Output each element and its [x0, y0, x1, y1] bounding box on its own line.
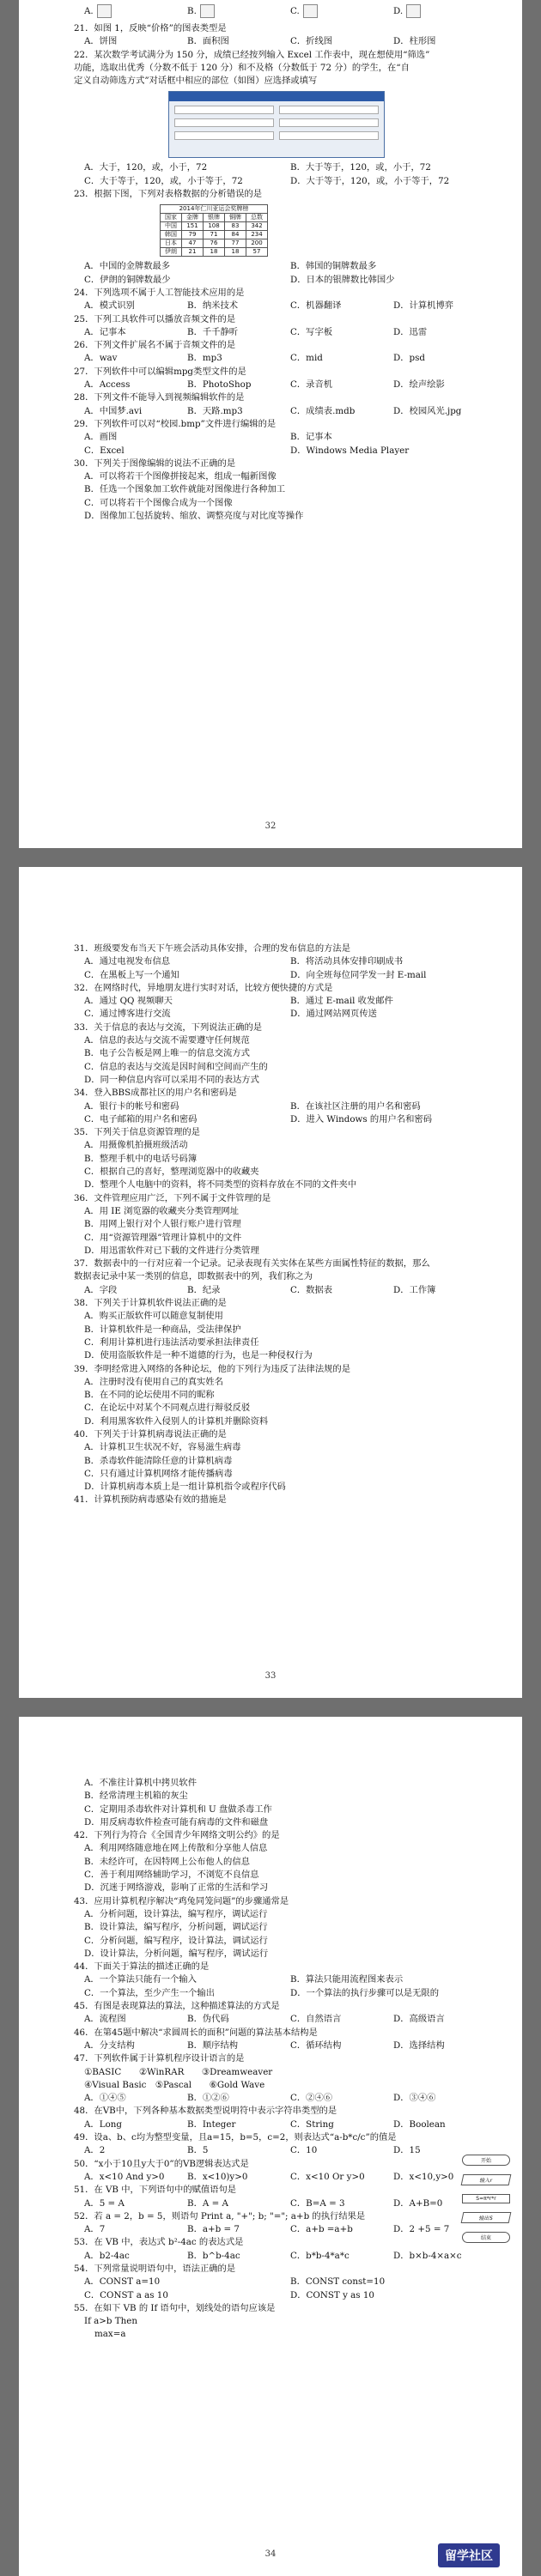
area-chart-icon	[200, 4, 215, 18]
question-30: 30．下列关于图像编辑的说法不正确的是	[74, 458, 236, 469]
option-label: A.	[84, 6, 94, 16]
question-38: 38．下列关于计算机软件说法正确的是	[74, 1298, 227, 1309]
question-52: 52．若 a = 2，b = 5，则语句 Print a, "+"; b; "="; a+b 的执行结果是	[74, 2210, 366, 2221]
question-45: 45．有图是表现算法的算法，这种描述算法的方式是	[74, 2001, 280, 2012]
code-line: If a>b Then	[84, 2316, 138, 2327]
flowchart-input: 输入r	[461, 2174, 512, 2185]
flowchart-process: S=π*r*r	[462, 2194, 510, 2203]
options-42: A．利用网络随意地在网上传散和分享他人信息 B．未经许可，在因特网上公布他人的信息 C．善于利用网络辅助学习，不浏览不良信息 D．沉迷于网络游戏，影响了正常的生活和学习	[84, 1843, 269, 1894]
options-45: A．流程图 B．伪代码 C．自然语言 D．高级语言	[84, 2014, 445, 2025]
option-label: D.	[393, 6, 404, 16]
table-row: 伊朗 21 18 18 57	[161, 248, 268, 257]
options-52: A．7 B．a+b = 7 C．a+b =a+b D．2 +5 = 7	[84, 2224, 450, 2235]
question-26: 26．下列文件扩展名不属于音频文件的是	[74, 340, 236, 351]
question-22-line3: 定义自动筛选方式”对话框中相应的部位（如图）应选择或填写	[74, 76, 318, 87]
question-37-line2: 数据表记录中某一类别的信息，即数据表中的列，我们称之为	[74, 1271, 313, 1282]
question-50: 50．“x小于10且y大于0”的VB逻辑表达式是	[74, 2158, 249, 2169]
question-48: 48．在VB中，下列各种基本数据类型说明符中表示字符串类型的是	[74, 2106, 337, 2117]
options-22	[74, 161, 496, 188]
question-47-items-2: ④Visual Basic ⑤Pascal ⑥Gold Wave	[84, 2079, 265, 2090]
question-43: 43．应用计算机程序解决“鸡兔同笼问题”的步骤通常是	[74, 1895, 289, 1906]
options-43: A．分析问题，设计算法，编写程序，调试运行 B．设计算法，编写程序，分析问题，调试运行 C．分析问题，编写程序，设计算法，调试运行 D．设计算法，分析问题，编写程序，调试运行	[84, 1908, 269, 1959]
options-50: A．x<10 And y>0 B．x<10)y>0 C．x<10 Or y>0 D．x<10,y>0	[84, 2171, 454, 2182]
options-32: A．通过 QQ 视频聊天 B．通过 E-mail 收发邮件 C．通过博客进行交流 D．通过网站网页传送	[84, 996, 393, 1020]
options-49: A．2 B．5 C．10 D．15	[84, 2145, 421, 2156]
options-53: A．b2-4ac B．b^b-4ac C．b*b-4*a*c D．b×b-4×a×c	[84, 2250, 462, 2261]
options-47: A．①④⑤ B．①②⑥ C．②④⑥ D．③④⑥	[84, 2093, 436, 2104]
options-33: A．信息的表达与交流不需要遵守任何规范 B．电子公告板是网上唯一的信息交流方式 C．信息的表达与交流是因时间和空间而产生的 D．同一种信息内容可以采用不同的表达方式	[84, 1035, 268, 1085]
page-number: 32	[264, 821, 277, 831]
line-chart-icon	[303, 4, 318, 18]
flowchart-start: 开始	[462, 2155, 510, 2166]
table-row: 国家 金牌 银牌 铜牌 总数	[161, 214, 268, 222]
option: D．柱形图	[393, 36, 436, 47]
question-25: 25．下列工具软件可以播放音频文件的是	[74, 313, 236, 324]
page-number: 34	[264, 2549, 277, 2559]
medal-table	[160, 204, 268, 257]
option: C．伊朗的铜牌数最少	[84, 274, 171, 285]
question-47-items-1: ①BASIC ②WinRAR ③Dreamweaver	[84, 2066, 273, 2077]
exam-page-32	[19, 0, 522, 848]
chart-type-icon-options	[74, 0, 496, 22]
code-line: max=a	[94, 2329, 126, 2340]
exam-page-33	[19, 867, 522, 1698]
options-38: A．购买正版软件可以随意复制使用 B．计算机软件是一种商品，受法律保护 C．利用计算机进行违法活动要承担法律责任 D．使用盗版软件是一种不道德的行为，也是一种侵权行为	[84, 1311, 313, 1361]
table-row: 中国 151 108 83 342	[161, 222, 268, 231]
option: B．大于等于，120，或，小于，72	[290, 162, 431, 173]
question-47: 47．下列软件属于计算机程序设计语言的是	[74, 2053, 245, 2064]
question-49: 49．设a、b、c均为整型变量，且a=15，b=5，c=2，则表达式“a-b*c/c”的值是	[74, 2132, 397, 2143]
question-28: 28．下列文件不能导入到视频编辑软件的是	[74, 392, 245, 403]
question-31: 31．班级要发布当天下午班会活动具体安排，合理的发布信息的方法是	[74, 943, 351, 954]
question-37: 37．数据表中的一行对应着一个记录。记录表现有关实体在某些方面属性特征的数据，那么	[74, 1258, 430, 1270]
options-26: A．wav B．mp3 C．mid D．psd	[84, 353, 426, 364]
options-35: A．用摄像机拍摄班级活动 B．整理手机中的电话号码簿 C．根据自己的喜好，整理浏览器中的收藏夹 D．整理个人电脑中的资料，将不同类型的资料存放在不同的文件夹中	[84, 1140, 357, 1191]
flowchart-end: 结束	[462, 2232, 510, 2243]
question-51: 51．在 VB 中，下列语句中的赋值语句是	[74, 2185, 237, 2196]
question-33: 33．关于信息的表达与交流，下列说法正确的是	[74, 1021, 263, 1033]
option-label: B.	[187, 6, 197, 16]
exam-page-34	[19, 1717, 522, 2576]
options-46: A．分支结构 B．顺序结构 C．循环结构 D．选择结构	[84, 2040, 445, 2051]
options-30: A．可以将若干个图像拼接起来，组成一幅新图像 B．任选一个图象加工软件就能对图像进行各种加工 C．可以将若干个图像合成为一个图像 D．图像加工包括旋转、缩放、调整亮度与对比度等操作	[84, 471, 304, 522]
option: D．日本的银牌数比韩国少	[290, 274, 395, 285]
option: C．折线图	[290, 36, 333, 47]
medal-table-figure	[160, 204, 496, 257]
custom-autofilter-dialog-image	[168, 91, 385, 158]
options-24: A．模式识别 B．纳米技术 C．机器翻译 D．计算机博弈	[84, 300, 454, 312]
question-41: 41．计算机预防病毒感染有效的措施是	[74, 1494, 227, 1506]
flowchart-output: 输出S	[461, 2212, 512, 2223]
options-48: A．Long B．Integer C．String D．Boolean	[84, 2118, 446, 2130]
options-27: A．Access B．PhotoShop C．录音机 D．绘声绘影	[84, 379, 445, 391]
question-55: 55．在如下 VB 的 If 语句中，划线处的语句应该是	[74, 2302, 276, 2313]
options-23	[74, 260, 496, 287]
option: D．大于等于，120，或，小于等于，72	[290, 175, 450, 186]
options-51: A．5 = A B．A = A C．B=A = 3 D．A+B=0	[84, 2197, 443, 2209]
options-37: A．字段 B．纪录 C．数据表 D．工作簿	[84, 1284, 436, 1295]
question-54: 54．下列常量说明语句中，语法正确的是	[74, 2263, 236, 2274]
question-40: 40．下列关于计算机病毒说法正确的是	[74, 1428, 227, 1440]
question-29: 29．下列软件可以对“校园.bmp”文件进行编辑的是	[74, 418, 277, 429]
question-21: 21．如图 1，反映“价格”的图表类型是	[74, 23, 227, 33]
dialog-titlebar	[169, 92, 384, 101]
option-label: C.	[290, 6, 300, 16]
options-54: A．CONST a=10 B．CONST const=10 C．CONST a as 10 D．CONST y as 10	[84, 2276, 386, 2300]
question-44: 44．下面关于算法的描述正确的是	[74, 1961, 210, 1973]
options-25: A．记事本 B．千千静听 C．写字板 D．迅雷	[84, 326, 428, 337]
table-row: 日本 47 76 77 200	[161, 239, 268, 248]
options-29: A．画图 B．记事本 C．Excel D．Windows Media Player	[84, 432, 410, 456]
question-35: 35．下列关于信息资源管理的是	[74, 1127, 200, 1138]
page-number: 33	[264, 1671, 277, 1681]
question-53: 53．在 VB 中，表达式 b²-4ac 的表达式是	[74, 2237, 244, 2248]
option: A．大于，120，或，小于，72	[84, 162, 208, 173]
option: B．韩国的铜牌数最多	[290, 261, 377, 272]
table-title: 2014年仁川亚运会奖牌榜	[161, 205, 268, 214]
question-22-line2: 功能，选取出优秀（分数不低于 120 分）和不及格（分数低于 72 分）的学生，在“自	[74, 62, 410, 73]
options-44: A．一个算法只能有一个输入 B．算法只能用流程图来表示 C．一个算法，至少产生一个输出 D．一个算法的执行步骤可以是无限的	[84, 1974, 440, 1998]
question-23: 23．根据下图，下列对表格数据的分析错误的是	[74, 189, 263, 200]
question-24: 24．下列选项不属于人工智能技术应用的是	[74, 287, 245, 298]
options-39: A．注册时没有使用自己的真实姓名 B．在不同的论坛使用不同的昵称 C．在论坛中对某个不同观点进行辩驳反驳 D．利用黑客软件入侵别人的计算机并删除资料	[84, 1376, 269, 1427]
options-34: A．银行卡的帐号和密码 B．在该社区注册的用户名和密码 C．电子邮箱的用户名和密码 D．进入 Windows 的用户名和密码	[84, 1100, 432, 1124]
question-27: 27．下列软件中可以编辑mpg类型文件的是	[74, 366, 246, 377]
option: A．饼图	[84, 36, 118, 47]
bar-chart-icon	[406, 4, 421, 18]
question-39: 39．李明经常进入网络的各种论坛，他的下列行为违反了法律法规的是	[74, 1363, 351, 1374]
watermark-logo: 留学社区	[438, 2543, 500, 2567]
options-31: A．通过电视发布信息 B．将活动具体安排印刷成书 C．在黑板上写一个通知 D．向全班每位同学发一封 E-mail	[84, 956, 427, 980]
option: C．大于等于，120，或，小于等于，72	[84, 175, 243, 186]
options-28: A．中国梦.avi B．天路.mp3 C．成绩表.mdb D．校园风光.jpg	[84, 405, 462, 416]
option: A．中国的金牌数最多	[84, 261, 171, 272]
flowchart-figure	[462, 2155, 510, 2252]
question-34: 34．登入BBS成都社区的用户名和密码是	[74, 1088, 237, 1099]
question-46: 46．在第45题中解决“求圆周长的面积”问题的算法基本结构是	[74, 2027, 318, 2038]
question-36: 36．文件管理应用广泛，下列不属于文件管理的是	[74, 1192, 271, 1203]
options-21	[74, 35, 496, 48]
option: B．面积图	[187, 36, 229, 47]
options-40: A．计算机卫生状况不好，容易滋生病毒 B．杀毒软件能清除任意的计算机病毒 C．只有通过计算机网络才能传播病毒 D．计算机病毒本质上是一组计算机指令或程序代码	[84, 1442, 286, 1493]
options-36: A．用 IE 浏览器的收藏夹分类管理网址 B．用网上银行对个人银行账户进行管理 C．用“资源管理器”管理计算机中的文件 D．用迅雷软件对已下载的文件进行分类管理	[84, 1205, 259, 1256]
question-42: 42．下列行为符合《全国青少年网络文明公约》的是	[74, 1830, 280, 1841]
table-row: 韩国 79 71 84 234	[161, 231, 268, 239]
pie-chart-icon	[97, 4, 112, 18]
options-41: A．不准往计算机中拷贝软件 B．经常清理主机箱的灰尘 C．定期用杀毒软件对计算机和 U 盘做杀毒工作 D．用反病毒软件检查可能有病毒的文件和磁盘	[84, 1778, 272, 1827]
question-22: 22．某次数学考试满分为 150 分，成绩已经按列输入 Excel 工作表中，现在想使用“筛选”	[74, 49, 430, 60]
question-32: 32．在网络时代，异地朋友进行实时对话，比较方便快捷的方式是	[74, 982, 333, 993]
